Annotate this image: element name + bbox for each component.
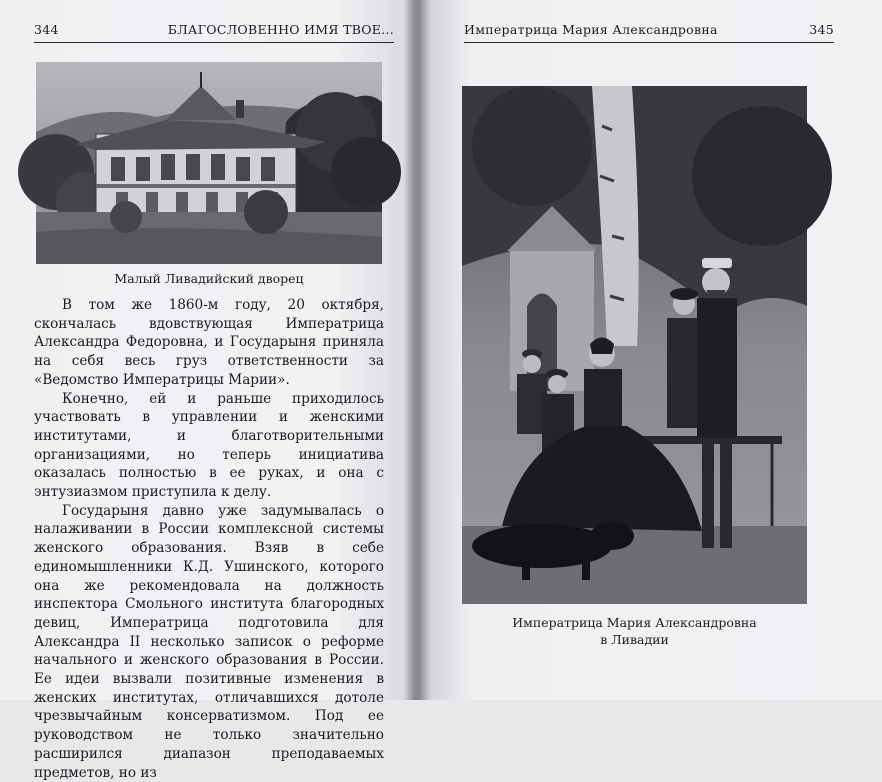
page-number-left: 344 [34, 22, 59, 37]
left-page [0, 0, 418, 781]
right-page [418, 0, 882, 700]
body-text [34, 296, 384, 782]
running-title-left: БЛАГОСЛОВЕННО ИМЯ ТВОЕ... [167, 22, 394, 37]
page-number-right: 345 [809, 22, 834, 37]
paragraph: Конечно, ей и раньше приходилось участвовать в управлении и женскими институтами, и благотворительными организациями, но теперь инициатива оказалась полностью в ее руках, и она с энтузиазмом приступила к делу. [34, 390, 384, 501]
palace-photo-caption: Малый Ливадийский дворец [114, 271, 304, 286]
caption-line: в Ливадии [600, 632, 669, 647]
paragraph: Государыня давно уже задумывалась о налаживании в России комплексной системы женского образования. Взяв в себе единомышленники К.Д. Ушинского, которого она же рекомендовала на должность инспектора Смольного института благородных девиц, Императрица подготовила для Александра II несколько записок о реформе начального и женского образования в России. Ее идеи вызвали позитивные изменения в женских институтах, отличавшихся дотоле чрезвычайным консерватизмом. Под ее руководством не только значительно расширился диапазон преподаваемых предметов, но из [34, 502, 384, 781]
running-title-right: Императрица Мария Александровна [464, 22, 718, 37]
caption-line: Императрица Мария Александровна [512, 615, 757, 630]
paragraph: В том же 1860-м году, 20 октября, скончалась вдовствующая Императрица Александра Федоровна, и Государыня приняла на себя весь груз ответственности за «Ведомство Императрицы Марии». [34, 297, 384, 388]
empress-photo-caption [462, 614, 807, 648]
palace-photo [36, 62, 382, 264]
book-spine-shadow [403, 0, 427, 700]
empress-photo [462, 86, 807, 604]
header-rule-right [464, 42, 834, 43]
header-rule-left [34, 42, 394, 43]
